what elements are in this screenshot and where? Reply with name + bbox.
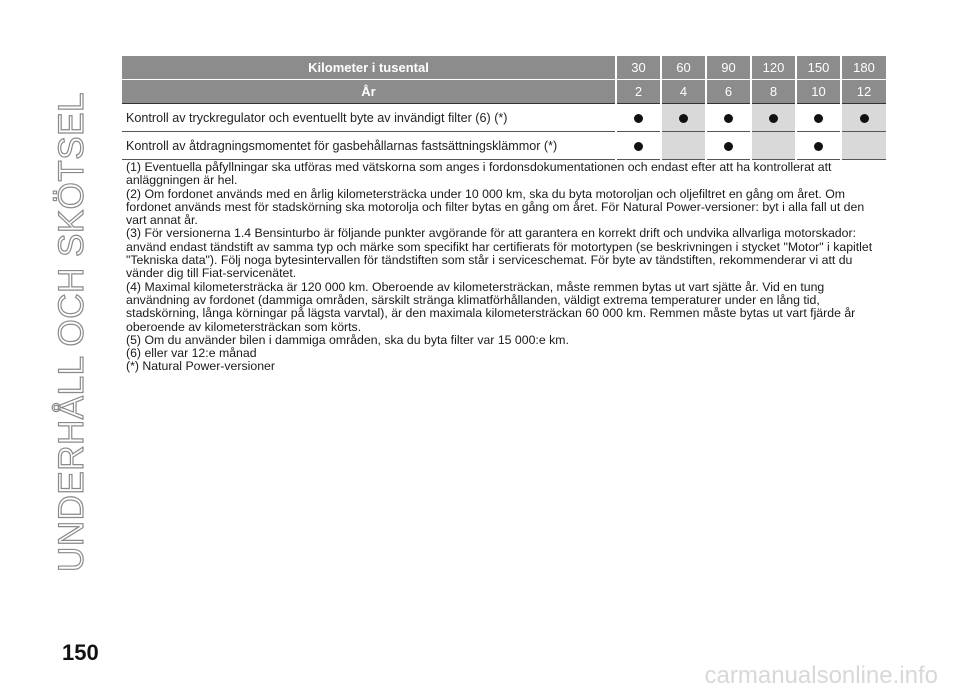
schedule-cell bbox=[796, 132, 841, 160]
schedule-cell bbox=[661, 104, 706, 132]
check-dot-icon bbox=[634, 114, 643, 123]
schedule-cell bbox=[751, 104, 796, 132]
check-dot-icon bbox=[860, 114, 869, 123]
footnote: (*) Natural Power-versioner bbox=[126, 359, 275, 374]
header-year-label: År bbox=[122, 80, 616, 104]
footnote: (1) Eventuella påfyllningar ska utföras med vätskorna som anges i fordonsdokumentationen och endast efter att ha kontrollerat att anläggningen är hel. bbox=[126, 160, 832, 188]
header-km-value: 60 bbox=[661, 56, 706, 80]
schedule-cell bbox=[616, 104, 661, 132]
check-dot-icon bbox=[724, 142, 733, 151]
header-year-value: 10 bbox=[796, 80, 841, 104]
check-dot-icon bbox=[814, 114, 823, 123]
footnotes bbox=[126, 161, 884, 374]
header-year-value: 12 bbox=[841, 80, 886, 104]
schedule-cell bbox=[751, 132, 796, 160]
chapter-side-title-text: UNDERHÅLL OCH SKÖTSEL bbox=[52, 92, 91, 572]
check-dot-icon bbox=[634, 142, 643, 151]
row-label: Kontroll av tryckregulator och eventuellt byte av invändigt filter (6) (*) bbox=[122, 104, 616, 132]
schedule-cell bbox=[661, 132, 706, 160]
schedule-cell bbox=[841, 132, 886, 160]
schedule-cell bbox=[706, 104, 751, 132]
check-dot-icon bbox=[769, 114, 778, 123]
footnote: (2) Om fordonet används med en årlig kilometersträcka under 10 000 km, ska du byta motoroljan och oljefiltret en gång om året. Om fordonet används mest för stadskörning ska motorolja och filter bytas en gång om året. För Natural Power-versioner: byt i alla fall ut den vart annat år. bbox=[126, 186, 865, 228]
maintenance-table-container bbox=[122, 56, 886, 160]
header-year-value: 6 bbox=[706, 80, 751, 104]
watermark: carmanualsonline.info bbox=[704, 662, 938, 689]
header-km-value: 150 bbox=[796, 56, 841, 80]
table-row bbox=[122, 132, 886, 160]
schedule-cell bbox=[706, 132, 751, 160]
header-year-value: 8 bbox=[751, 80, 796, 104]
table-row bbox=[122, 104, 886, 132]
check-dot-icon bbox=[679, 114, 688, 123]
row-label: Kontroll av åtdragningsmomentet för gasbehållarnas fastsättningsklämmor (*) bbox=[122, 132, 616, 160]
maintenance-table bbox=[122, 56, 886, 160]
header-year-value: 4 bbox=[661, 80, 706, 104]
header-km-label: Kilometer i tusental bbox=[122, 56, 616, 80]
schedule-cell bbox=[841, 104, 886, 132]
schedule-cell bbox=[616, 132, 661, 160]
header-year-value: 2 bbox=[616, 80, 661, 104]
header-row-year bbox=[122, 80, 886, 104]
check-dot-icon bbox=[724, 114, 733, 123]
header-row-km bbox=[122, 56, 886, 80]
footnote: (5) Om du använder bilen i dammiga områden, ska du byta filter var 15 000:e km. bbox=[126, 332, 569, 347]
schedule-cell bbox=[796, 104, 841, 132]
footnote: (4) Maximal kilometersträcka är 120 000 km. Oberoende av kilometersträckan, måste remmen bytas ut vart sjätte år. Vid en tung användning av fordonet (dammiga områden, särskilt stränga klimatförhållanden, väldigt extrema temperaturer under en lång tid, stadskörning, långa körningar på lägsta varvtal), är den maximala kilometersträckan 60 000 km. Remmen måste bytas ut vart fjärde år oberoende av kilometersträckan som körts. bbox=[126, 279, 856, 334]
check-dot-icon bbox=[814, 142, 823, 151]
footnote: (6) eller var 12:e månad bbox=[126, 346, 257, 361]
header-km-value: 180 bbox=[841, 56, 886, 80]
header-km-value: 30 bbox=[616, 56, 661, 80]
header-km-value: 90 bbox=[706, 56, 751, 80]
page-number: 150 bbox=[62, 640, 99, 665]
header-km-value: 120 bbox=[751, 56, 796, 80]
footnote: (3) För versionerna 1.4 Bensinturbo är följande punkter avgörande för att garantera en korrekt drift och undvika allvarliga motorskador: använd endast tändstift av samma typ och märke som specifikt har certifierats för motortypen (se beskrivningen i stycket "Motor" i kapitlet "Tekniska data"). Följ noga bytesintervallen för tändstiften som står i serviceschemat. För byte av tändstiften, rekommenderar vi att du vänder dig till Fiat-servicenätet. bbox=[126, 226, 873, 281]
